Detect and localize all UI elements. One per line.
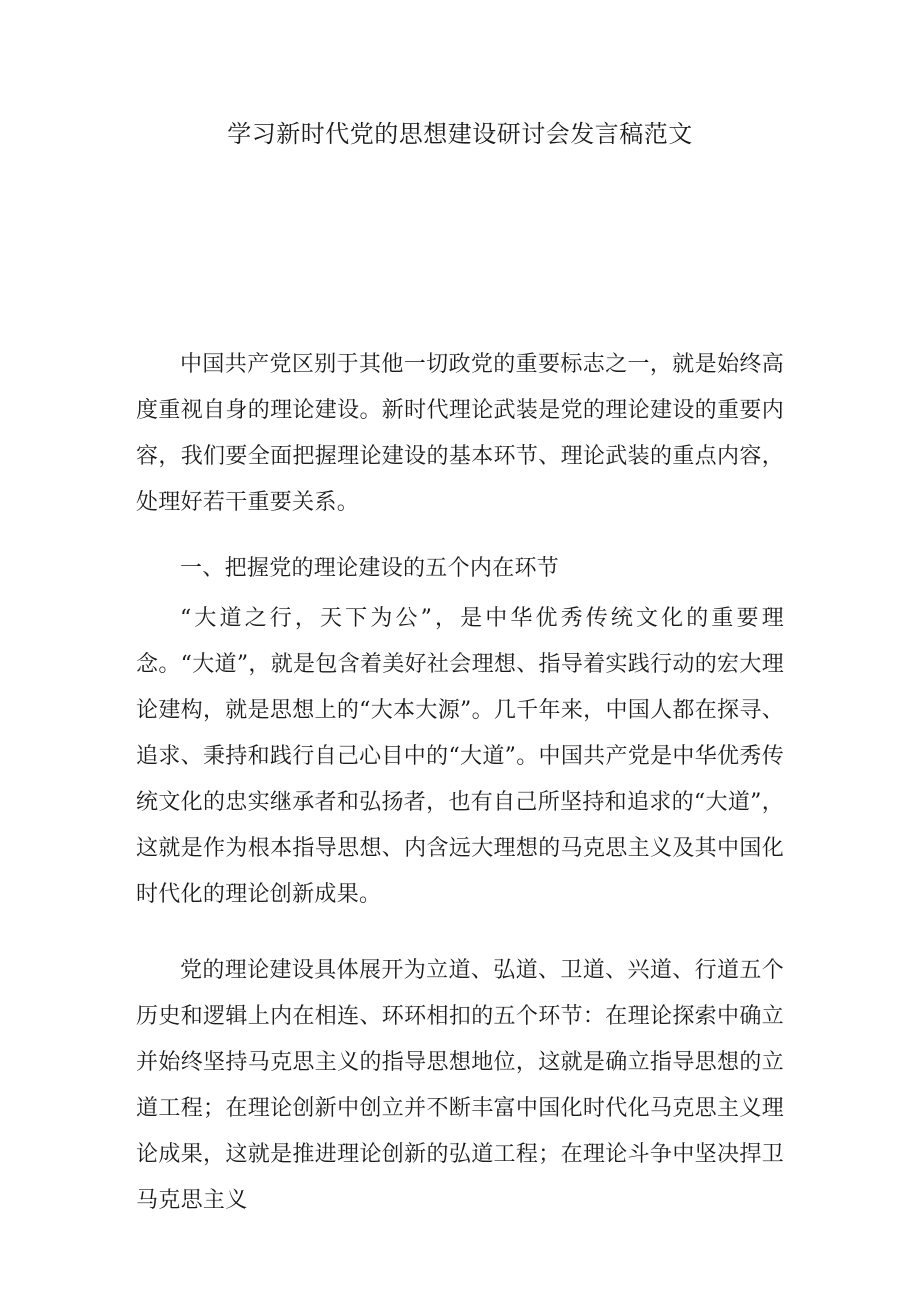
section-heading: 一、把握党的理论建设的五个内在环节 xyxy=(180,556,560,581)
body-paragraph: “大道之行，天下为公”，是中华优秀传统文化的重要理念。“大道”，就是包含着美好社会理想、指导着实践行动的宏大理论建构，就是思想上的“大本大源”。几千年来，中国人都在探寻、追求、秉持和践行自己心目中的“大道”。中国共产党是中华优秀传统文化的忠实继承者和弘扬者，也有自己所坚持和追求的“大道”，这就是作为根本指导思想、内含远大理想的马克思主义及其中国化时代化的理论创新成果。 xyxy=(136,606,784,907)
body-paragraph: 党的理论建设具体展开为立道、弘道、卫道、兴道、行道五个历史和逻辑上内在相连、环环相扣的五个环节：在理论探索中确立并始终坚持马克思主义的指导思想地位，这就是确立指导思想的立道工程；在理论创新中创立并不断丰富中国化时代化马克思主义理论成果，这就是推进理论创新的弘道工程；在理论斗争中坚决捍卫马克思主义 xyxy=(136,958,784,1213)
intro-paragraph: 中国共产党区别于其他一切政党的重要标志之一，就是始终高度重视自身的理论建设。新时代理论武装是党的理论建设的重要内容，我们要全面把握理论建设的基本环节、理论武装的重点内容，处理好若干重要关系。 xyxy=(136,352,784,515)
document-title: 学习新时代党的思想建设研讨会发言稿范文 xyxy=(227,120,693,148)
